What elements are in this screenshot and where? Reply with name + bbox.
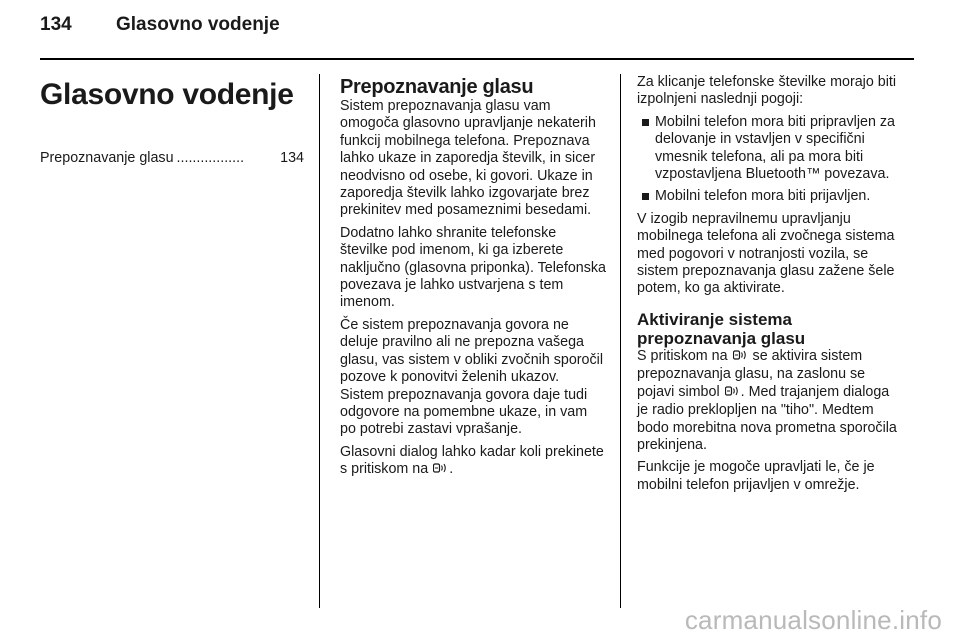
list-item-text: Mobilni telefon mora biti prijavljen. (655, 188, 871, 205)
conditions-list (637, 114, 903, 206)
list-item-text: Mobilni telefon mora biti pripravljen za delovanje in vstavljen v specifični vmesnik telefona, ali pa mora biti vzpostavljena Bluetooth™ povezava. (655, 113, 895, 183)
chapter-title: Glasovno vodenje (40, 78, 294, 111)
main-column (340, 74, 606, 485)
paragraph-text-end: . (449, 461, 454, 478)
header-rule (40, 58, 914, 60)
toc-entry[interactable] (40, 150, 304, 167)
toc-entry-label: Prepoznavanje glasu (40, 150, 174, 166)
toc-entry-page: 134 (280, 150, 304, 166)
page-number: 134 (40, 14, 72, 35)
chapter-column (40, 74, 304, 167)
voice-control-icon (433, 462, 448, 479)
voice-control-icon (733, 349, 748, 366)
toc-entry-leader: ................. (176, 150, 245, 166)
bullet-icon (642, 193, 649, 200)
activation-text: se aktivira sistem prepoznavanja glasu, na zaslonu se pojavi simbol (637, 347, 866, 400)
bullet-icon (642, 119, 649, 126)
list-item (637, 114, 903, 184)
column-divider-1 (319, 74, 320, 608)
paragraph-interrupt (340, 444, 606, 480)
paragraph: V izogib nepravilnemu upravljanju mobilnega telefona ali zvočnega sistema med pogovori v notranjosti vozila, se sistem prepoznavanja glasu zažene šele potem, ko ga aktivirate. (637, 210, 895, 297)
paragraph: Sistem prepoznavanja glasu vam omogoča glasovno upravljanje nekaterih funkcij mobilnega telefona. Prepoznava lahko ukaze in zaporedja številk, in sicer neodvisno od osebe, ki govori. Ukaze in zaporedja številk lahko izgovarjate brez prekinitev med posameznimi besedami. (340, 98, 596, 219)
subsection-title: Aktiviranje sistema prepoznavanja glasu (637, 309, 806, 348)
paragraph: Če sistem prepoznavanja govora ne deluje pravilno ali ne prepozna vašega glasu, vas sistem v obliki zvočnih sporočil pozove k ponovitvi želenih ukazov. Sistem prepoznavanja govora daje tudi odgovore na pomembne ukaze, in vam po potrebi zastavi vprašanje. (340, 316, 604, 438)
activation-paragraph (637, 348, 903, 454)
paragraph-text: Glasovni dialog lahko kadar koli prekinete s pritiskom na (340, 443, 604, 478)
activation-text: S pritiskom na (637, 347, 728, 364)
paragraph: Dodatno lahko shranite telefonske številke pod imenom, ki ga izberete naključno (glasovna priponka). Telefonska povezava je lahko ustvarjena s tem imenom. (340, 224, 606, 311)
voice-control-icon (725, 385, 740, 402)
paragraph: Funkcije je mogoče upravljati le, če je mobilni telefon prijavljen v omrežje. (637, 459, 875, 493)
conditions-intro: Za klicanje telefonske številke morajo biti izpolnjeni naslednji pogoji: (637, 74, 897, 108)
section-title: Prepoznavanje glasu (340, 76, 534, 98)
watermark: carmanualsonline.info (684, 605, 942, 635)
column-divider-2 (620, 74, 621, 608)
header-title: Glasovno vodenje (116, 14, 280, 35)
right-column (637, 74, 903, 499)
activation-text: . Med trajanjem dialoga je radio preklopljen na "tiho". Medtem bodo morebitna nova prometna sporočila prekinjena. (637, 383, 897, 453)
list-item (637, 188, 903, 205)
